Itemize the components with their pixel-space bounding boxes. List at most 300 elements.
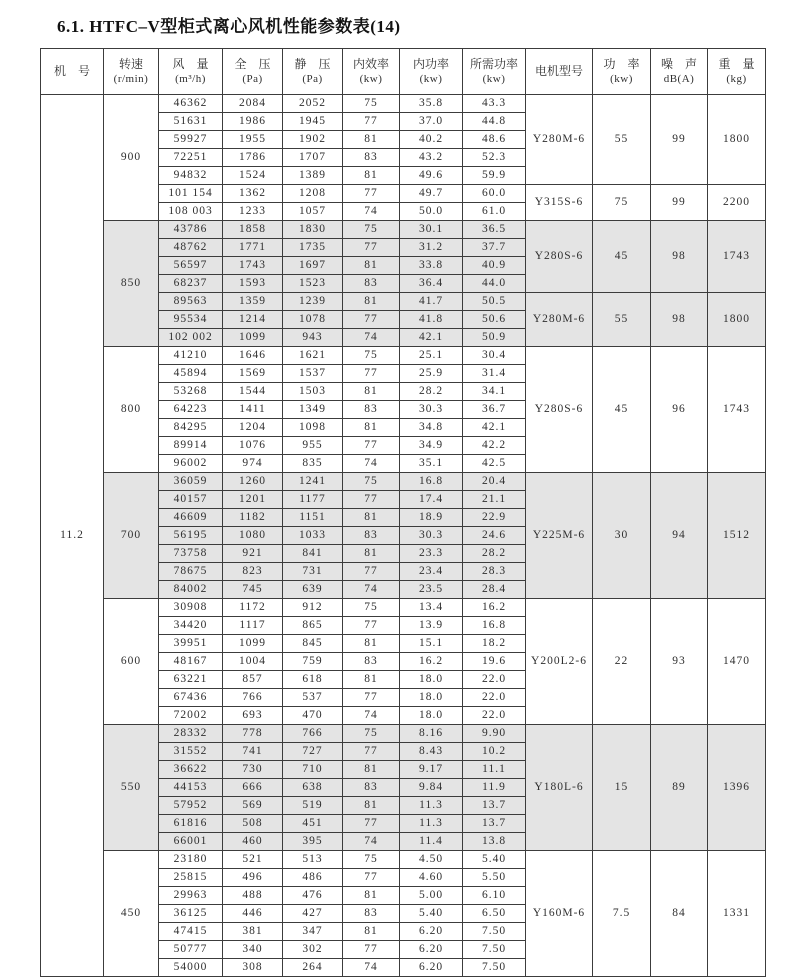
cell-static-pressure: 1735: [283, 239, 343, 257]
cell-efficiency: 83: [343, 653, 400, 671]
cell-flow: 36059: [159, 473, 223, 491]
cell-required-power: 28.2: [463, 545, 526, 563]
col-header-unit: (m³/h): [175, 73, 206, 86]
cell-static-pressure: 513: [283, 851, 343, 869]
cell-required-power: 30.4: [463, 347, 526, 365]
cell-required-power: 11.9: [463, 779, 526, 797]
col-header-0: [41, 49, 104, 95]
cell-efficiency: 81: [343, 419, 400, 437]
cell-required-power: 6.50: [463, 905, 526, 923]
cell-flow: 56195: [159, 527, 223, 545]
col-header-label: 所需功率: [469, 56, 518, 71]
cell-efficiency: 77: [343, 491, 400, 509]
cell-total-pressure: 521: [223, 851, 283, 869]
cell-efficiency: 81: [343, 167, 400, 185]
cell-motor-model: Y315S-6: [526, 185, 593, 221]
col-header-2: [159, 49, 223, 95]
cell-static-pressure: 427: [283, 905, 343, 923]
cell-required-power: 22.9: [463, 509, 526, 527]
col-header-label: 全 压: [234, 56, 271, 71]
cell-noise: 98: [651, 221, 708, 293]
cell-total-pressure: 1743: [223, 257, 283, 275]
cell-required-power: 13.7: [463, 815, 526, 833]
cell-flow: 96002: [159, 455, 223, 473]
cell-efficiency: 74: [343, 203, 400, 221]
cell-required-power: 43.3: [463, 95, 526, 113]
col-header-unit: (r/min): [113, 73, 149, 86]
cell-static-pressure: 759: [283, 653, 343, 671]
cell-efficiency: 81: [343, 761, 400, 779]
cell-required-power: 34.1: [463, 383, 526, 401]
cell-flow: 84002: [159, 581, 223, 599]
table-row: [41, 473, 766, 491]
cell-required-power: 37.7: [463, 239, 526, 257]
cell-total-pressure: 488: [223, 887, 283, 905]
cell-required-power: 44.0: [463, 275, 526, 293]
cell-flow: 28332: [159, 725, 223, 743]
col-header-8: [526, 49, 593, 95]
cell-required-power: 13.8: [463, 833, 526, 851]
cell-weight: 1512: [708, 473, 766, 599]
table-row: [41, 347, 766, 365]
cell-flow: 108 003: [159, 203, 223, 221]
cell-static-pressure: 1098: [283, 419, 343, 437]
col-header-label: 噪 声: [660, 56, 697, 71]
cell-static-pressure: 1177: [283, 491, 343, 509]
cell-flow: 56597: [159, 257, 223, 275]
cell-weight: 1470: [708, 599, 766, 725]
cell-internal-power: 31.2: [400, 239, 463, 257]
cell-motor-power: 22: [593, 599, 651, 725]
cell-static-pressure: 537: [283, 689, 343, 707]
cell-required-power: 31.4: [463, 365, 526, 383]
cell-total-pressure: 1260: [223, 473, 283, 491]
col-header-label: 转速: [118, 56, 143, 71]
col-header-label: 内功率: [412, 56, 449, 71]
cell-required-power: 16.8: [463, 617, 526, 635]
cell-efficiency: 83: [343, 149, 400, 167]
cell-motor-power: 7.5: [593, 851, 651, 977]
cell-internal-power: 49.7: [400, 185, 463, 203]
cell-required-power: 5.50: [463, 869, 526, 887]
cell-static-pressure: 1151: [283, 509, 343, 527]
cell-efficiency: 77: [343, 617, 400, 635]
col-header-unit: (kw): [482, 73, 506, 86]
cell-internal-power: 9.84: [400, 779, 463, 797]
cell-efficiency: 77: [343, 365, 400, 383]
cell-flow: 48762: [159, 239, 223, 257]
cell-flow: 89914: [159, 437, 223, 455]
cell-flow: 84295: [159, 419, 223, 437]
cell-static-pressure: 2052: [283, 95, 343, 113]
cell-required-power: 48.6: [463, 131, 526, 149]
col-header-1: [104, 49, 159, 95]
cell-internal-power: 11.4: [400, 833, 463, 851]
cell-efficiency: 75: [343, 95, 400, 113]
cell-flow: 30908: [159, 599, 223, 617]
cell-total-pressure: 1771: [223, 239, 283, 257]
cell-internal-power: 35.8: [400, 95, 463, 113]
cell-required-power: 42.2: [463, 437, 526, 455]
cell-static-pressure: 1621: [283, 347, 343, 365]
speed-cell-850: 850: [104, 221, 159, 347]
cell-internal-power: 34.9: [400, 437, 463, 455]
cell-total-pressure: 1786: [223, 149, 283, 167]
cell-efficiency: 77: [343, 239, 400, 257]
col-header-7: [463, 49, 526, 95]
cell-total-pressure: 741: [223, 743, 283, 761]
cell-flow: 101 154: [159, 185, 223, 203]
cell-total-pressure: 921: [223, 545, 283, 563]
speed-cell-600: 600: [104, 599, 159, 725]
machine-number-cell: 11.2: [41, 95, 104, 977]
speed-cell-900: 900: [104, 95, 159, 221]
cell-motor-power: 45: [593, 347, 651, 473]
cell-internal-power: 36.4: [400, 275, 463, 293]
cell-flow: 57952: [159, 797, 223, 815]
col-header-6: [400, 49, 463, 95]
cell-static-pressure: 1208: [283, 185, 343, 203]
cell-total-pressure: 1099: [223, 635, 283, 653]
cell-required-power: 24.6: [463, 527, 526, 545]
cell-static-pressure: 1537: [283, 365, 343, 383]
cell-static-pressure: 845: [283, 635, 343, 653]
cell-flow: 72251: [159, 149, 223, 167]
cell-flow: 72002: [159, 707, 223, 725]
cell-required-power: 36.5: [463, 221, 526, 239]
cell-internal-power: 16.8: [400, 473, 463, 491]
cell-efficiency: 83: [343, 275, 400, 293]
col-header-unit: (kg): [726, 73, 747, 86]
cell-static-pressure: 841: [283, 545, 343, 563]
cell-efficiency: 81: [343, 887, 400, 905]
cell-required-power: 10.2: [463, 743, 526, 761]
cell-total-pressure: 1858: [223, 221, 283, 239]
cell-required-power: 7.50: [463, 959, 526, 977]
cell-internal-power: 25.9: [400, 365, 463, 383]
cell-required-power: 5.40: [463, 851, 526, 869]
cell-static-pressure: 1078: [283, 311, 343, 329]
cell-required-power: 36.7: [463, 401, 526, 419]
col-header-label: 风 量: [172, 56, 209, 71]
cell-flow: 68237: [159, 275, 223, 293]
cell-efficiency: 77: [343, 941, 400, 959]
cell-required-power: 20.4: [463, 473, 526, 491]
cell-required-power: 13.7: [463, 797, 526, 815]
cell-flow: 44153: [159, 779, 223, 797]
col-header-10: [651, 49, 708, 95]
cell-static-pressure: 1830: [283, 221, 343, 239]
cell-static-pressure: 1523: [283, 275, 343, 293]
cell-static-pressure: 865: [283, 617, 343, 635]
cell-static-pressure: 1239: [283, 293, 343, 311]
cell-static-pressure: 486: [283, 869, 343, 887]
cell-flow: 43786: [159, 221, 223, 239]
cell-internal-power: 8.16: [400, 725, 463, 743]
cell-internal-power: 18.9: [400, 509, 463, 527]
col-header-3: [223, 49, 283, 95]
cell-efficiency: 81: [343, 509, 400, 527]
cell-internal-power: 4.50: [400, 851, 463, 869]
cell-motor-power: 15: [593, 725, 651, 851]
cell-efficiency: 83: [343, 401, 400, 419]
cell-total-pressure: 693: [223, 707, 283, 725]
cell-flow: 61816: [159, 815, 223, 833]
table-row: [41, 851, 766, 869]
col-header-unit: (kw): [359, 73, 383, 86]
cell-weight: 1331: [708, 851, 766, 977]
cell-efficiency: 74: [343, 581, 400, 599]
cell-static-pressure: 1503: [283, 383, 343, 401]
cell-noise: 94: [651, 473, 708, 599]
cell-flow: 53268: [159, 383, 223, 401]
cell-internal-power: 13.9: [400, 617, 463, 635]
cell-internal-power: 13.4: [400, 599, 463, 617]
cell-flow: 51631: [159, 113, 223, 131]
cell-total-pressure: 1593: [223, 275, 283, 293]
cell-required-power: 6.10: [463, 887, 526, 905]
cell-flow: 41210: [159, 347, 223, 365]
cell-noise: 84: [651, 851, 708, 977]
cell-total-pressure: 1569: [223, 365, 283, 383]
cell-flow: 66001: [159, 833, 223, 851]
cell-flow: 63221: [159, 671, 223, 689]
cell-flow: 31552: [159, 743, 223, 761]
cell-internal-power: 42.1: [400, 329, 463, 347]
cell-flow: 45894: [159, 365, 223, 383]
cell-efficiency: 77: [343, 185, 400, 203]
cell-static-pressure: 638: [283, 779, 343, 797]
cell-motor-power: 55: [593, 95, 651, 185]
cell-efficiency: 77: [343, 563, 400, 581]
col-header-label: 功 率: [603, 56, 640, 71]
cell-total-pressure: 1201: [223, 491, 283, 509]
cell-efficiency: 74: [343, 959, 400, 977]
speed-cell-800: 800: [104, 347, 159, 473]
cell-efficiency: 75: [343, 473, 400, 491]
cell-static-pressure: 395: [283, 833, 343, 851]
cell-total-pressure: 340: [223, 941, 283, 959]
cell-weight: 1800: [708, 293, 766, 347]
cell-required-power: 19.6: [463, 653, 526, 671]
cell-motor-model: Y160M-6: [526, 851, 593, 977]
cell-total-pressure: 1955: [223, 131, 283, 149]
cell-static-pressure: 727: [283, 743, 343, 761]
cell-flow: 50777: [159, 941, 223, 959]
speed-cell-450: 450: [104, 851, 159, 977]
cell-efficiency: 77: [343, 113, 400, 131]
cell-efficiency: 81: [343, 545, 400, 563]
cell-efficiency: 75: [343, 599, 400, 617]
cell-total-pressure: 766: [223, 689, 283, 707]
cell-static-pressure: 347: [283, 923, 343, 941]
cell-total-pressure: 778: [223, 725, 283, 743]
cell-flow: 94832: [159, 167, 223, 185]
cell-total-pressure: 1204: [223, 419, 283, 437]
cell-required-power: 42.1: [463, 419, 526, 437]
cell-internal-power: 18.0: [400, 689, 463, 707]
cell-total-pressure: 1986: [223, 113, 283, 131]
cell-static-pressure: 1389: [283, 167, 343, 185]
cell-required-power: 50.5: [463, 293, 526, 311]
cell-required-power: 50.6: [463, 311, 526, 329]
cell-static-pressure: 943: [283, 329, 343, 347]
cell-efficiency: 81: [343, 293, 400, 311]
col-header-11: [708, 49, 766, 95]
cell-static-pressure: 1945: [283, 113, 343, 131]
col-header-label: 重 量: [718, 56, 755, 71]
cell-total-pressure: 1362: [223, 185, 283, 203]
cell-weight: 2200: [708, 185, 766, 221]
cell-total-pressure: 2084: [223, 95, 283, 113]
cell-internal-power: 11.3: [400, 815, 463, 833]
cell-noise: 93: [651, 599, 708, 725]
cell-total-pressure: 1004: [223, 653, 283, 671]
col-header-9: [593, 49, 651, 95]
cell-motor-model: Y280S-6: [526, 221, 593, 293]
cell-noise: 96: [651, 347, 708, 473]
cell-internal-power: 15.1: [400, 635, 463, 653]
cell-total-pressure: 1117: [223, 617, 283, 635]
cell-efficiency: 77: [343, 689, 400, 707]
cell-static-pressure: 470: [283, 707, 343, 725]
cell-internal-power: 28.2: [400, 383, 463, 401]
cell-total-pressure: 1233: [223, 203, 283, 221]
cell-flow: 25815: [159, 869, 223, 887]
cell-flow: 48167: [159, 653, 223, 671]
page-title: 6.1. HTFC–V型柜式离心风机性能参数表(14): [57, 17, 401, 36]
cell-total-pressure: 308: [223, 959, 283, 977]
cell-flow: 29963: [159, 887, 223, 905]
cell-flow: 34420: [159, 617, 223, 635]
cell-efficiency: 75: [343, 221, 400, 239]
cell-static-pressure: 731: [283, 563, 343, 581]
cell-total-pressure: 1080: [223, 527, 283, 545]
cell-motor-power: 55: [593, 293, 651, 347]
cell-flow: 73758: [159, 545, 223, 563]
col-header-unit: (kw): [610, 73, 633, 86]
cell-static-pressure: 264: [283, 959, 343, 977]
cell-internal-power: 30.3: [400, 401, 463, 419]
cell-internal-power: 16.2: [400, 653, 463, 671]
cell-internal-power: 30.1: [400, 221, 463, 239]
cell-internal-power: 6.20: [400, 941, 463, 959]
cell-flow: 46609: [159, 509, 223, 527]
col-header-unit: dB(A): [663, 73, 695, 86]
cell-efficiency: 74: [343, 707, 400, 725]
cell-motor-power: 75: [593, 185, 651, 221]
col-header-label: 静 压: [294, 56, 331, 71]
cell-flow: 39951: [159, 635, 223, 653]
cell-total-pressure: 1172: [223, 599, 283, 617]
cell-flow: 54000: [159, 959, 223, 977]
cell-efficiency: 81: [343, 257, 400, 275]
cell-efficiency: 81: [343, 635, 400, 653]
cell-total-pressure: 823: [223, 563, 283, 581]
cell-efficiency: 83: [343, 779, 400, 797]
cell-flow: 67436: [159, 689, 223, 707]
cell-required-power: 50.9: [463, 329, 526, 347]
cell-motor-model: Y280M-6: [526, 293, 593, 347]
cell-internal-power: 9.17: [400, 761, 463, 779]
cell-flow: 46362: [159, 95, 223, 113]
cell-static-pressure: 1057: [283, 203, 343, 221]
cell-total-pressure: 1182: [223, 509, 283, 527]
col-header-label: 内效率: [352, 56, 389, 71]
cell-internal-power: 23.4: [400, 563, 463, 581]
table-row: [41, 599, 766, 617]
cell-efficiency: 74: [343, 833, 400, 851]
cell-required-power: 7.50: [463, 941, 526, 959]
cell-efficiency: 77: [343, 869, 400, 887]
cell-efficiency: 74: [343, 329, 400, 347]
cell-required-power: 42.5: [463, 455, 526, 473]
cell-noise: 89: [651, 725, 708, 851]
cell-required-power: 59.9: [463, 167, 526, 185]
cell-total-pressure: 508: [223, 815, 283, 833]
cell-static-pressure: 710: [283, 761, 343, 779]
cell-static-pressure: 1033: [283, 527, 343, 545]
cell-motor-model: Y280M-6: [526, 95, 593, 185]
cell-internal-power: 41.7: [400, 293, 463, 311]
cell-static-pressure: 955: [283, 437, 343, 455]
cell-total-pressure: 1524: [223, 167, 283, 185]
cell-weight: 1800: [708, 95, 766, 185]
cell-total-pressure: 1214: [223, 311, 283, 329]
cell-weight: 1396: [708, 725, 766, 851]
cell-noise: 98: [651, 293, 708, 347]
table-header: [41, 49, 766, 95]
cell-total-pressure: 1099: [223, 329, 283, 347]
cell-static-pressure: 1349: [283, 401, 343, 419]
cell-flow: 59927: [159, 131, 223, 149]
cell-flow: 102 002: [159, 329, 223, 347]
cell-internal-power: 18.0: [400, 671, 463, 689]
cell-flow: 40157: [159, 491, 223, 509]
cell-flow: 23180: [159, 851, 223, 869]
performance-table: [40, 48, 766, 977]
cell-weight: 1743: [708, 347, 766, 473]
cell-total-pressure: 1411: [223, 401, 283, 419]
col-header-4: [283, 49, 343, 95]
cell-internal-power: 5.00: [400, 887, 463, 905]
cell-static-pressure: 1902: [283, 131, 343, 149]
cell-total-pressure: 446: [223, 905, 283, 923]
cell-motor-power: 45: [593, 221, 651, 293]
cell-flow: 36622: [159, 761, 223, 779]
cell-flow: 36125: [159, 905, 223, 923]
cell-required-power: 61.0: [463, 203, 526, 221]
cell-total-pressure: 460: [223, 833, 283, 851]
cell-efficiency: 81: [343, 923, 400, 941]
cell-static-pressure: 766: [283, 725, 343, 743]
cell-internal-power: 30.3: [400, 527, 463, 545]
cell-motor-model: Y200L2-6: [526, 599, 593, 725]
cell-total-pressure: 381: [223, 923, 283, 941]
cell-required-power: 22.0: [463, 671, 526, 689]
cell-efficiency: 81: [343, 131, 400, 149]
cell-static-pressure: 1241: [283, 473, 343, 491]
cell-required-power: 28.4: [463, 581, 526, 599]
cell-efficiency: 81: [343, 671, 400, 689]
cell-efficiency: 77: [343, 815, 400, 833]
cell-required-power: 60.0: [463, 185, 526, 203]
cell-total-pressure: 666: [223, 779, 283, 797]
cell-total-pressure: 730: [223, 761, 283, 779]
cell-required-power: 44.8: [463, 113, 526, 131]
cell-static-pressure: 639: [283, 581, 343, 599]
cell-efficiency: 83: [343, 905, 400, 923]
